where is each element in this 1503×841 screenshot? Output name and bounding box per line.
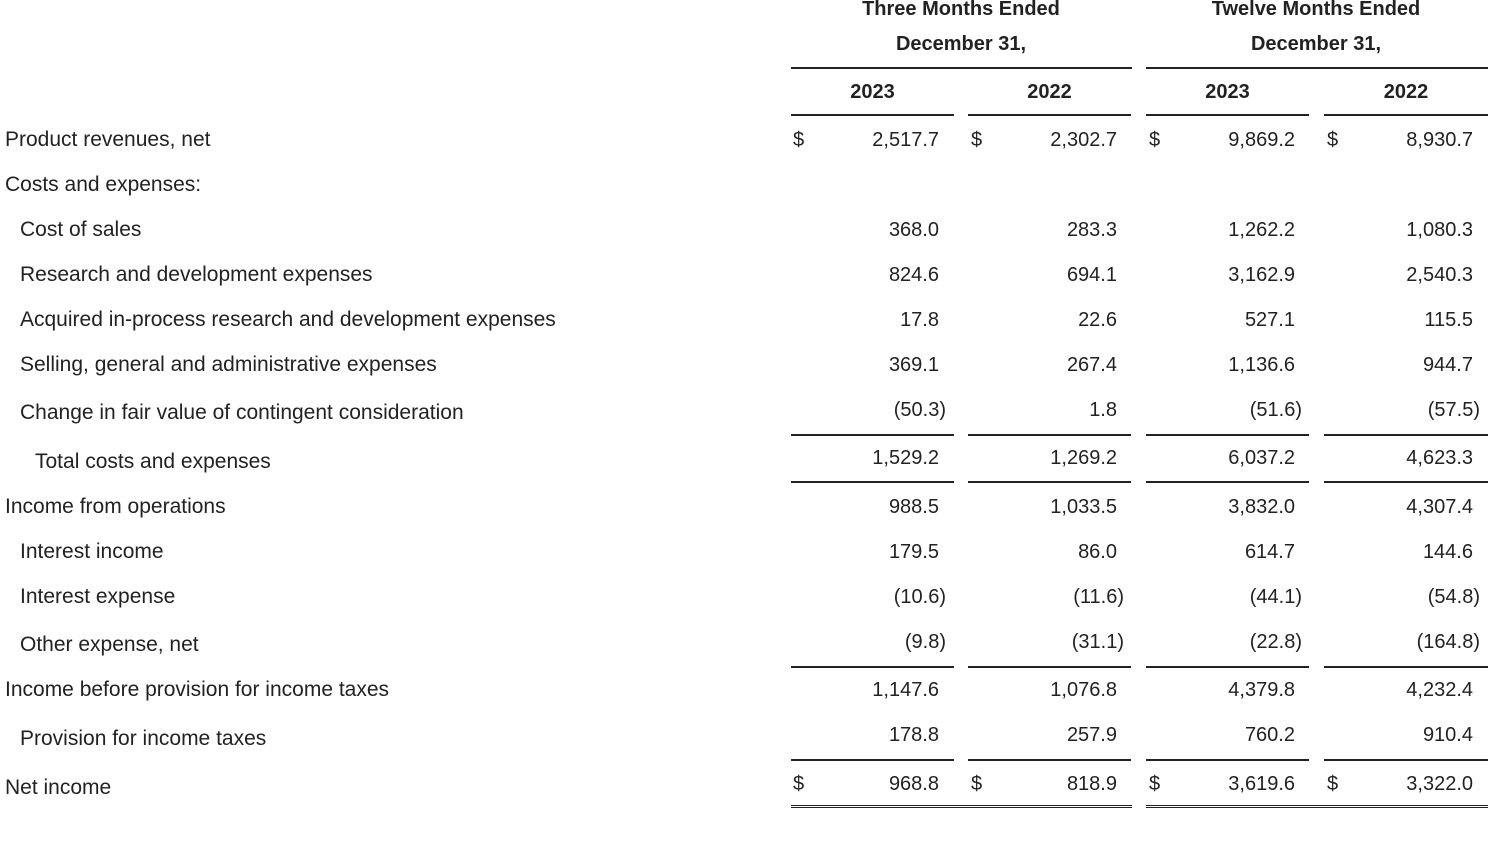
value-cell: 988.5 <box>888 496 939 518</box>
value-cell: 760.2 <box>1244 724 1295 746</box>
value-cell: (50.3) <box>893 399 946 421</box>
subtotal-rule <box>1146 434 1309 436</box>
subtotal-rule <box>968 481 1131 483</box>
subtotal-rule <box>1324 666 1488 668</box>
group-underline <box>1146 67 1488 69</box>
row-label-other-expense: Other expense, net <box>20 633 199 656</box>
value-cell: (9.8) <box>904 631 946 653</box>
value-cell: (57.5) <box>1427 399 1480 421</box>
value-cell: 1,136.6 <box>1228 354 1295 376</box>
value-cell: 1,076.8 <box>1050 679 1117 701</box>
row-label-provision-for-taxes: Provision for income taxes <box>20 727 267 750</box>
value-cell: 1,529.2 <box>872 447 939 469</box>
value-cell: 283.3 <box>1066 219 1117 241</box>
currency-symbol: $ <box>1149 129 1161 151</box>
group-underline <box>791 67 1132 69</box>
value-cell: 3,162.9 <box>1228 264 1295 286</box>
value-cell: 4,623.3 <box>1406 447 1473 469</box>
group-header-line1: Twelve Months Ended <box>1211 0 1421 20</box>
value-cell: (31.1) <box>1071 631 1124 653</box>
currency-symbol: $ <box>1149 773 1161 795</box>
value-cell: (22.8) <box>1249 631 1302 653</box>
group-header-line2: December 31, <box>1250 33 1382 55</box>
row-label-interest-income: Interest income <box>20 540 164 563</box>
subtotal-rule <box>1324 481 1488 483</box>
value-cell: 2,517.7 <box>872 129 939 151</box>
year-underline <box>1146 114 1309 116</box>
group-header-three-months <box>791 0 1131 56</box>
year-header-q-2023: 2023 <box>850 81 895 103</box>
value-cell: 944.7 <box>1422 354 1473 376</box>
total-double-rule <box>1146 805 1488 808</box>
value-cell: 824.6 <box>888 264 939 286</box>
currency-symbol: $ <box>793 129 805 151</box>
value-cell: (11.6) <box>1073 586 1124 608</box>
value-cell: 9,869.2 <box>1228 129 1295 151</box>
value-cell: 178.8 <box>888 724 939 746</box>
value-cell: 257.9 <box>1066 724 1117 746</box>
subtotal-rule <box>1146 759 1309 761</box>
value-cell: 369.1 <box>888 354 939 376</box>
value-cell: 179.5 <box>888 541 939 563</box>
year-underline <box>791 114 954 116</box>
value-cell: 818.9 <box>1066 773 1117 795</box>
row-label-income-from-operations: Income from operations <box>5 495 226 518</box>
year-header-q-2022: 2022 <box>1027 81 1072 103</box>
value-cell: (54.8) <box>1427 586 1480 608</box>
row-label-contingent-consideration: Change in fair value of contingent consideration <box>20 401 464 424</box>
value-cell: 527.1 <box>1244 309 1295 331</box>
value-cell: 2,540.3 <box>1406 264 1473 286</box>
currency-symbol: $ <box>793 773 805 795</box>
value-cell: 968.8 <box>888 773 939 795</box>
value-cell: 144.6 <box>1422 541 1473 563</box>
subtotal-rule <box>791 666 954 668</box>
value-cell: 1,147.6 <box>872 679 939 701</box>
value-cell: 3,322.0 <box>1406 773 1473 795</box>
year-underline <box>1324 114 1488 116</box>
value-cell: 1,033.5 <box>1050 496 1117 518</box>
value-cell: (10.6) <box>893 586 946 608</box>
currency-symbol: $ <box>971 129 983 151</box>
value-cell: (51.6) <box>1249 399 1302 421</box>
row-label-costs-and-expenses: Costs and expenses: <box>5 173 202 196</box>
value-cell: 1.8 <box>1089 399 1117 421</box>
subtotal-rule <box>968 759 1131 761</box>
value-cell: 1,269.2 <box>1050 447 1117 469</box>
year-header-y-2022: 2022 <box>1383 81 1429 103</box>
row-label-interest-expense: Interest expense <box>20 585 176 608</box>
row-label-income-before-taxes: Income before provision for income taxes <box>5 678 390 701</box>
value-cell: 22.6 <box>1078 309 1117 331</box>
subtotal-rule <box>1146 666 1309 668</box>
value-cell: 86.0 <box>1078 541 1117 563</box>
value-cell: 1,080.3 <box>1406 219 1473 241</box>
year-underline <box>968 114 1131 116</box>
row-label-total-costs: Total costs and expenses <box>35 450 271 473</box>
row-label-net-income: Net income <box>5 776 112 799</box>
row-label-acquired-ipr-and-d: Acquired in-process research and development expenses <box>20 308 556 331</box>
value-cell: 3,619.6 <box>1228 773 1295 795</box>
row-label-sg-and-a: Selling, general and administrative expenses <box>20 353 437 376</box>
value-cell: 3,832.0 <box>1228 496 1295 518</box>
row-label-research-development: Research and development expenses <box>20 263 373 286</box>
subtotal-rule <box>791 481 954 483</box>
value-cell: 2,302.7 <box>1050 129 1117 151</box>
value-cell: 1,262.2 <box>1228 219 1295 241</box>
value-cell: 614.7 <box>1244 541 1295 563</box>
value-cell: 17.8 <box>900 309 939 331</box>
value-cell: 6,037.2 <box>1228 447 1295 469</box>
value-cell: 694.1 <box>1066 264 1117 286</box>
currency-symbol: $ <box>1327 129 1339 151</box>
value-cell: 8,930.7 <box>1406 129 1473 151</box>
year-header-y-2023: 2023 <box>1205 81 1250 103</box>
subtotal-rule <box>1324 759 1488 761</box>
value-cell: 368.0 <box>888 219 939 241</box>
group-header-line2: December 31, <box>895 33 1027 55</box>
subtotal-rule <box>791 759 954 761</box>
currency-symbol: $ <box>971 773 983 795</box>
subtotal-rule <box>1324 434 1488 436</box>
row-label-cost-of-sales: Cost of sales <box>20 218 142 241</box>
total-double-rule <box>791 805 1132 808</box>
value-cell: 4,232.4 <box>1406 679 1473 701</box>
subtotal-rule <box>968 666 1131 668</box>
value-cell: (164.8) <box>1416 631 1480 653</box>
row-label-product-revenues: Product revenues, net <box>5 128 211 151</box>
subtotal-rule <box>1146 481 1309 483</box>
value-cell: (44.1) <box>1249 586 1302 608</box>
value-cell: 910.4 <box>1422 724 1473 746</box>
value-cell: 4,307.4 <box>1406 496 1473 518</box>
value-cell: 4,379.8 <box>1228 679 1295 701</box>
value-cell: 115.5 <box>1424 309 1473 331</box>
group-header-line1: Three Months Ended <box>862 0 1060 20</box>
currency-symbol: $ <box>1327 773 1339 795</box>
subtotal-rule <box>968 434 1131 436</box>
value-cell: 267.4 <box>1066 354 1117 376</box>
group-header-twelve-months <box>1146 0 1486 56</box>
subtotal-rule <box>791 434 954 436</box>
